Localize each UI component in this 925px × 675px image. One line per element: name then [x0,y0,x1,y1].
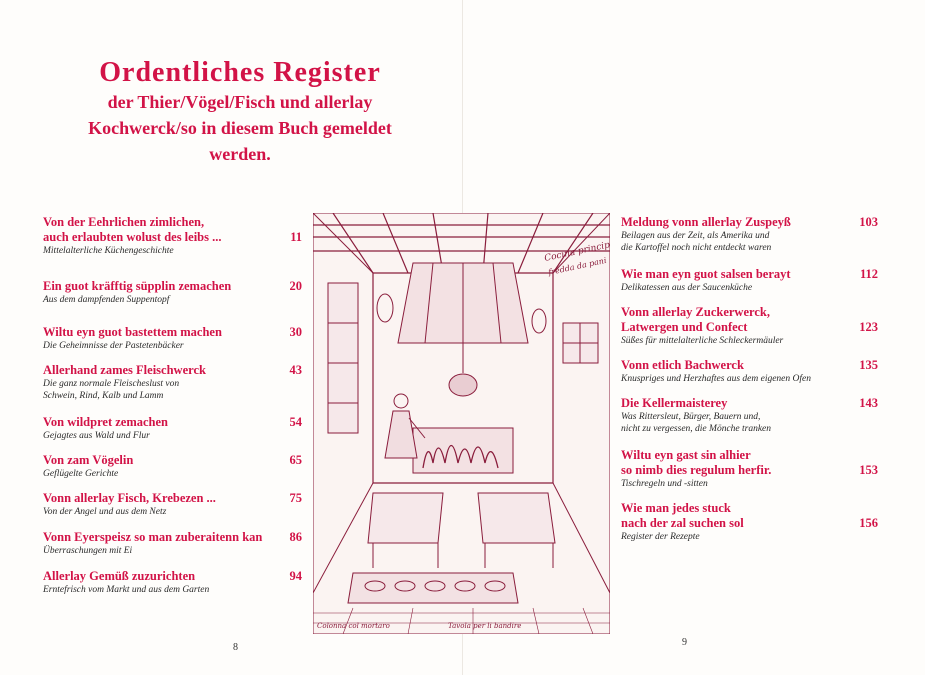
register-title [40,58,440,166]
page-number: 86 [289,530,302,544]
toc-entry[interactable]: Vonn allerlay Fisch, Krebezen ... Von der Angel und aus dem Netz [43,491,216,517]
page-number: 135 [859,358,878,372]
page-number: 143 [859,396,878,410]
page-number: 112 [859,267,878,281]
folio-left: 8 [233,642,238,653]
toc-entry[interactable]: Wiltu eyn gast sin alhier so nimb dies regulum herfir. Tischregeln und -sitten [621,448,772,489]
page-number: 20 [289,279,302,293]
page-number: 30 [289,325,302,339]
toc-entry[interactable]: Vonn allerlay Zuckerwerck, Latwergen und Confect Süßes für mittelalterliche Schleckermäuler [621,305,784,346]
page-number: 123 [859,320,878,334]
caption-top-1: Cocina principale [543,237,610,264]
page-number: 54 [289,415,302,429]
caption-bottom-1: Colonna col mortaro [317,622,390,630]
toc-entry[interactable]: Von zam Vögelin Geflügelte Gerichte [43,453,134,479]
page-number: 94 [289,569,302,583]
page-number: 43 [289,363,302,377]
folio-right: 9 [682,637,687,648]
title-line-3: werden. [209,144,271,164]
page-number: 75 [289,491,302,505]
page-number: 11 [290,230,302,244]
title-line-2: Kochwerck/so in diesem Buch gemeldet [88,118,392,138]
title-main: Ordentliches Register [99,57,381,88]
toc-entry[interactable]: Allerhand zames Fleischwerck Die ganz normale Fleischeslust von Schwein, Rind, Kalb und Lamm [43,363,206,401]
page-number: 103 [859,215,878,229]
toc-entry[interactable]: Wiltu eyn guot bastettem machen Die Geheimnisse der Pastetenbäcker [43,325,222,351]
toc-entry[interactable]: Wie man eyn guot salsen berayt Delikatessen aus der Saucenküche [621,267,791,293]
caption-top-2: fredda da pani [547,255,608,277]
toc-entry[interactable]: Allerlay Gemüß zuzurichten Erntefrisch vom Markt und aus dem Garten [43,569,210,595]
toc-entry[interactable]: Ein guot kräfftig süpplin zemachen Aus dem dampfenden Suppentopf [43,279,232,305]
title-line-1: der Thier/Vögel/Fisch und allerlay [107,92,373,112]
toc-entry[interactable]: Meldung vonn allerlay Zuspeyß Beilagen aus der Zeit, als Amerika und die Kartoffel noch nicht entdeckt waren [621,215,791,253]
toc-entry[interactable]: Die Kellermaisterey Was Rittersleut, Bürger, Bauern und, nicht zu vergessen, die Mönche tranken [621,396,772,434]
kitchen-engraving-svg [313,213,610,634]
caption-bottom-2: Tavola per li bandire [448,622,522,630]
page-number: 153 [859,463,878,477]
toc-entry[interactable]: Von wildpret zemachen Gejagtes aus Wald und Flur [43,415,168,441]
page-number: 65 [289,453,302,467]
toc-entry[interactable]: Vonn etlich Bachwerck Knuspriges und Herzhaftes aus dem eigenen Ofen [621,358,811,384]
page-number: 156 [859,516,878,530]
kitchen-engraving [313,213,610,634]
toc-entry[interactable]: Wie man jedes stuck nach der zal suchen sol Register der Rezepte [621,501,744,542]
toc-entry[interactable]: Von der Eehrlichen zimlichen, auch erlaubten wolust des leibs ... Mittelalterliche Küchengeschichte [43,215,222,256]
toc-entry[interactable]: Vonn Eyerspeisz so man zuberaitenn kan Überraschungen mit Ei [43,530,263,556]
